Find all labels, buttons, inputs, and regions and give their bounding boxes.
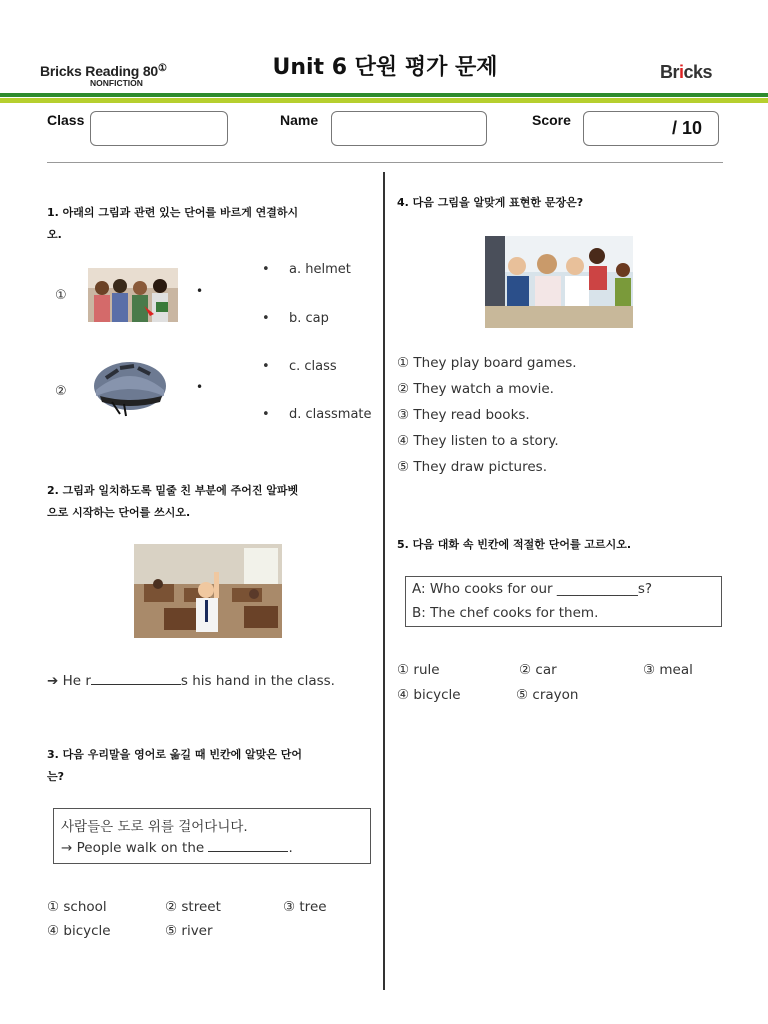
column-divider (383, 172, 385, 990)
q1-item1-dot[interactable]: • (196, 284, 204, 298)
name-field[interactable] (331, 111, 487, 146)
q4-choice-4[interactable]: ④ They listen to a story. (397, 433, 559, 449)
q5-choice-5[interactable]: ⑤ crayon (516, 687, 579, 703)
helmet-photo (90, 356, 170, 418)
q3-english-start: → People walk on the (61, 840, 205, 856)
q3-prompt-box (53, 808, 371, 864)
q1-title-line1: 1. 아래의 그림과 관련 있는 단어를 바르게 연결하시 (47, 206, 299, 219)
classmates-photo (88, 268, 178, 322)
header-stripe-green (0, 93, 768, 97)
brand-right-part-a: Br (660, 62, 680, 82)
q1-option-c-bullet[interactable]: • (262, 359, 270, 374)
q5-choice-2[interactable]: ② car (519, 662, 557, 678)
q1-option-a-bullet[interactable]: • (262, 262, 270, 277)
q5-dialogue-box (405, 576, 722, 627)
children-listening-photo (485, 236, 633, 328)
brand-right-dot: i (679, 62, 684, 82)
q1-title-line2: 오. (47, 228, 62, 241)
brand-left-name: Bricks Reading 80 (40, 63, 158, 79)
q5-line-b: B: The chef cooks for them. (412, 605, 599, 621)
q4-title: 4. 다음 그림을 알맞게 표현한 문장은? (397, 196, 584, 209)
q3-choice-3[interactable]: ③ tree (283, 899, 327, 915)
q1-option-a[interactable]: a. helmet (289, 262, 351, 277)
q3-english-end: . (288, 840, 293, 856)
q2-title-line1: 2. 그림과 일치하도록 밑줄 친 부분에 주어진 알파벳 (47, 484, 299, 497)
q1-option-d[interactable]: d. classmate (289, 407, 372, 422)
header-divider (47, 162, 723, 163)
class-label: Class (47, 112, 85, 128)
q5-choice-3[interactable]: ③ meal (643, 662, 693, 678)
q1-item2-number: ② (55, 384, 67, 399)
q4-choice-5[interactable]: ⑤ They draw pictures. (397, 459, 547, 475)
q1-option-d-bullet[interactable]: • (262, 407, 270, 422)
q1-item2-dot[interactable]: • (196, 380, 204, 394)
q3-title (47, 744, 372, 788)
header-stripe-lime (0, 98, 768, 103)
brand-left-sub: NONFICTION (90, 78, 143, 88)
q2-sentence-start: He r (62, 673, 91, 689)
score-label: Score (532, 112, 571, 128)
name-label: Name (280, 112, 319, 128)
q3-choice-1[interactable]: ① school (47, 899, 107, 915)
brand-logo-right (660, 62, 712, 83)
arrow-right-icon: ➔ (47, 673, 59, 689)
q2-title-line2: 으로 시작하는 단어를 쓰시오. (47, 506, 191, 519)
q1-option-c[interactable]: c. class (289, 359, 337, 374)
classroom-boy-photo (134, 544, 282, 638)
score-field[interactable]: / 10 (583, 111, 719, 146)
q4-choice-3[interactable]: ③ They read books. (397, 407, 530, 423)
q5-choice-4[interactable]: ④ bicycle (397, 687, 461, 703)
q2-answer-blank[interactable] (91, 672, 181, 685)
q5-line-a: A: Who cooks for our ____________s? (412, 581, 653, 597)
q3-english-sentence (61, 839, 293, 856)
q3-title-line1: 3. 다음 우리말을 영어로 옮길 때 빈칸에 알맞은 단어 (47, 748, 302, 761)
q2-sentence (47, 672, 335, 689)
q3-choice-4[interactable]: ④ bicycle (47, 923, 111, 939)
q1-title (47, 202, 372, 246)
brand-left-sup: ① (158, 63, 167, 74)
brand-right-part-b: cks (683, 62, 713, 82)
q1-item1-number: ① (55, 288, 67, 303)
q4-choice-1[interactable]: ① They play board games. (397, 355, 577, 371)
q1-option-b-bullet[interactable]: • (262, 311, 270, 326)
q3-title-line2: 는? (47, 770, 65, 783)
q5-choice-1[interactable]: ① rule (397, 662, 440, 678)
q3-choice-5[interactable]: ⑤ river (165, 923, 213, 939)
brand-logo-left (40, 63, 190, 93)
q3-choice-2[interactable]: ② street (165, 899, 221, 915)
q3-korean-sentence: 사람들은 도로 위를 걸어다니다. (61, 819, 248, 835)
q5-title: 5. 다음 대화 속 빈칸에 적절한 단어를 고르시오. (397, 538, 632, 551)
page-title: Unit 6 단원 평가 문제 (272, 55, 498, 80)
q4-choice-2[interactable]: ② They watch a movie. (397, 381, 554, 397)
q1-option-b[interactable]: b. cap (289, 311, 329, 326)
q3-answer-blank[interactable] (208, 839, 288, 852)
class-field[interactable] (90, 111, 228, 146)
q2-sentence-end: s his hand in the class. (180, 673, 335, 689)
q2-title (47, 480, 372, 524)
